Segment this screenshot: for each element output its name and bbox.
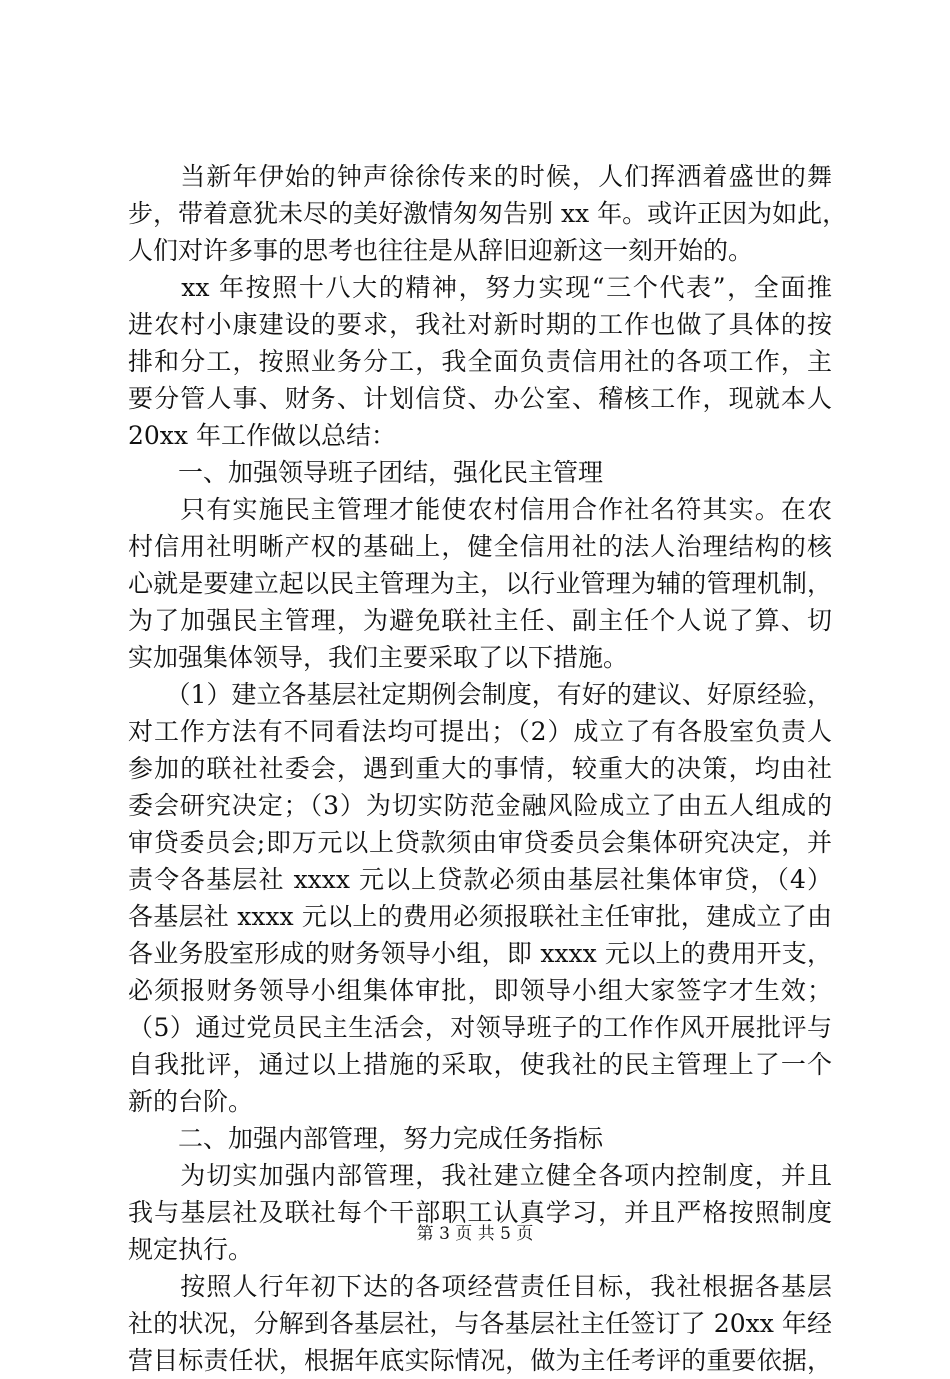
text-line: 20xx 年工作做以总结： — [128, 421, 396, 450]
text-line: 进农村小康建设的要求，我社对新时期的工作也做了具体的按 — [128, 310, 832, 339]
text-line: 一、加强领导班子团结，强化民主管理 — [128, 458, 604, 487]
text-line: 各基层社 xxxx 元以上的费用必须报联社主任审批，建成立了由 — [128, 902, 832, 931]
page-number-footer: 第 3 页 共 5 页 — [416, 1224, 534, 1244]
text-line: 责令各基层社 xxxx 元以上贷款必须由基层社集体审贷，（4） — [128, 865, 832, 894]
document-body — [128, 158, 848, 1379]
text-line: 二、加强内部管理，努力完成任务指标 — [128, 1124, 604, 1153]
text-line: 各业务股室形成的财务领导小组，即 xxxx 元以上的费用开支， — [128, 939, 832, 968]
text-line: 排和分工，按照业务分工，我全面负责信用社的各项工作，主 — [128, 347, 832, 376]
text-line: 对工作方法有不同看法均可提出；（2）成立了有各股室负责人 — [128, 717, 832, 746]
text-line: 社的状况，分解到各基层社，与各基层社主任签订了 20xx 年经 — [128, 1309, 832, 1338]
text-line: 当新年伊始的钟声徐徐传来的时候，人们挥洒着盛世的舞 — [128, 162, 832, 191]
text-line: 新的台阶。 — [128, 1087, 254, 1116]
text-line: 为切实加强内部管理，我社建立健全各项内控制度，并且 — [128, 1161, 832, 1190]
text-line: 为了加强民主管理，为避免联社主任、副主任个人说了算、切 — [128, 606, 832, 635]
text-line: 必须报财务领导小组集体审批，即领导小组大家签字才生效； — [128, 976, 832, 1005]
text-line: （5）通过党员民主生活会，对领导班子的工作作风开展批评与 — [128, 1013, 832, 1042]
text-line: xx 年按照十八大的精神，努力实现“三个代表”，全面推 — [128, 273, 832, 302]
text-line: 自我批评，通过以上措施的采取，使我社的民主管理上了一个 — [128, 1050, 832, 1079]
text-line: 规定执行。 — [128, 1235, 254, 1264]
text-line: 只有实施民主管理才能使农村信用合作社名符其实。在农 — [128, 495, 832, 524]
text-line: 人们对许多事的思考也往往是从辞旧迎新这一刻开始的。 — [128, 236, 754, 265]
text-line: （1）建立各基层社定期例会制度，有好的建议、好原经验， — [128, 680, 832, 709]
text-line: 村信用社明晰产权的基础上，健全信用社的法人治理结构的核 — [128, 532, 832, 561]
text-line: 要分管人事、财务、计划信贷、办公室、稽核工作，现就本人 — [128, 384, 832, 413]
text-line: 审贷委员会;即万元以上贷款须由审贷委员会集体研究决定，并 — [128, 828, 832, 857]
text-line: 实加强集体领导，我们主要采取了以下措施。 — [128, 643, 629, 672]
text-line: 心就是要建立起以民主管理为主，以行业管理为辅的管理机制， — [128, 569, 832, 598]
text-line: 参加的联社社委会，遇到重大的事情，较重大的决策，均由社 — [128, 754, 832, 783]
text-line: 营目标责任状，根据年底实际情况，做为主任考评的重要依据， — [128, 1346, 832, 1375]
text-line: 步，带着意犹未尽的美好激情匆匆告别 xx 年。或许正因为如此， — [128, 199, 848, 228]
text-line: 委会研究决定；（3）为切实防范金融风险成立了由五人组成的 — [128, 791, 832, 820]
text-line: 按照人行年初下达的各项经营责任目标，我社根据各基层 — [128, 1272, 832, 1301]
text-line: 我与基层社及联社每个干部职工认真学习，并且严格按照制度 — [128, 1198, 832, 1227]
